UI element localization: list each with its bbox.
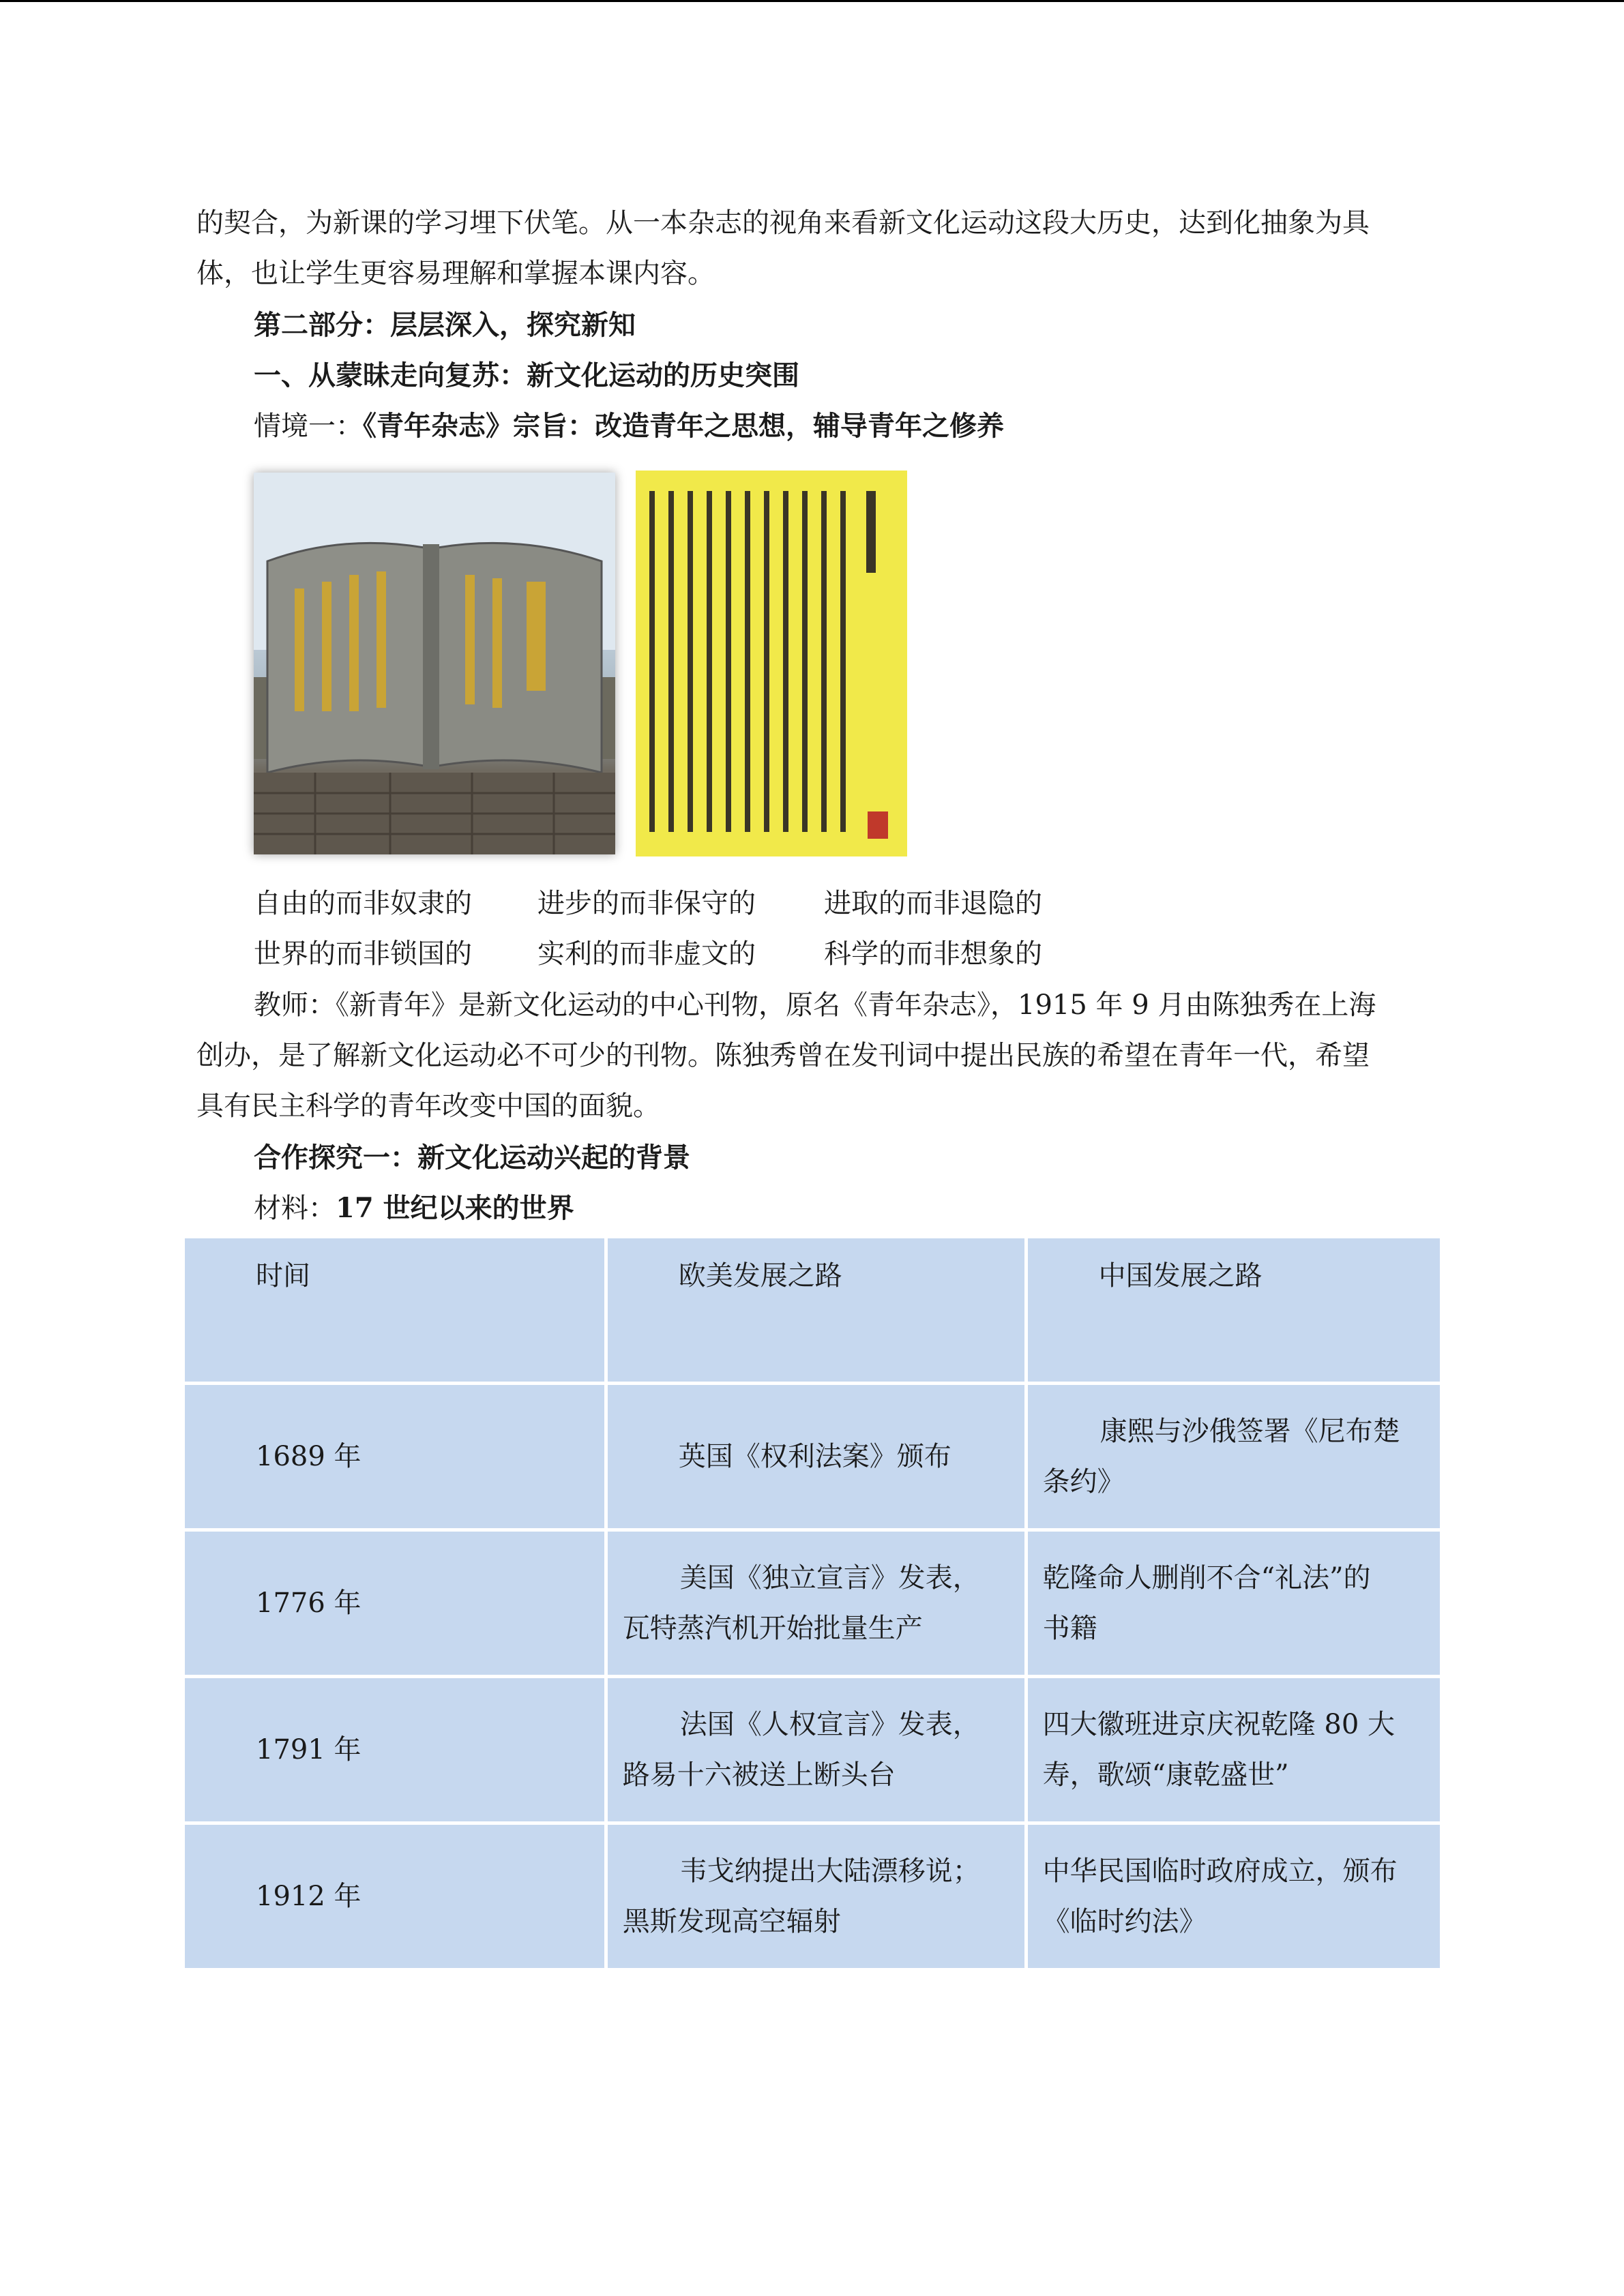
header-time: 时间 [185, 1238, 604, 1382]
header-west: 欧美发展之路 [608, 1238, 1024, 1382]
paragraph-line: 体，也让学生更容易理解和掌握本课内容。 [196, 258, 715, 289]
cell-time: 1689 年 [185, 1385, 604, 1528]
cell-china-line: 四大徽班进京庆祝乾隆 80 大 [1042, 1709, 1395, 1740]
coop-heading: 合作探究一：新文化运动兴起的背景 [254, 1142, 690, 1174]
table-row [185, 1825, 1440, 1968]
cell-west-line: 韦戈纳提出大陆漂移说； [679, 1855, 980, 1887]
part2-heading: 第二部分：层层深入，探究新知 [254, 309, 636, 341]
cell-china [1028, 1825, 1440, 1968]
cell-west [608, 1678, 1024, 1821]
table-row [185, 1532, 1440, 1675]
magazine-page-image [636, 471, 907, 856]
cell-china-line: 书籍 [1042, 1613, 1097, 1644]
section1-heading: 一、从蒙昧走向复苏：新文化运动的历史突围 [254, 359, 799, 391]
cell-china-line: 寿，歌颂“康乾盛世” [1042, 1759, 1289, 1791]
table-row [185, 1385, 1440, 1528]
cell-west [608, 1532, 1024, 1675]
cell-time: 1791 年 [185, 1678, 604, 1821]
cell-west-line: 法国《人权宣言》发表， [679, 1709, 980, 1740]
header-china: 中国发展之路 [1028, 1238, 1440, 1382]
comparison-table [181, 1235, 1443, 1971]
motto-item: 科学的而非想象的 [824, 938, 1042, 970]
scenario-line [254, 401, 1004, 451]
teacher-paragraph-line: 教师：《新青年》是新文化运动的中心刊物，原名《青年杂志》，1915 年 9 月由陈独秀在上海 [254, 989, 1376, 1021]
motto-item: 自由的而非奴隶的 [254, 888, 472, 919]
cell-china-line: 康熙与沙俄签署《尼布楚 [1099, 1416, 1400, 1447]
motto-item: 世界的而非锁国的 [254, 938, 472, 970]
motto-item: 进取的而非退隐的 [824, 888, 1042, 919]
material-line [254, 1183, 574, 1234]
cell-time: 1912 年 [185, 1825, 604, 1968]
cell-china [1028, 1532, 1440, 1675]
cell-west [608, 1385, 1024, 1528]
cell-china-line: 乾隆命人删削不合“礼法”的 [1042, 1562, 1371, 1594]
paragraph-line: 的契合，为新课的学习埋下伏笔。从一本杂志的视角来看新文化运动这段大历史，达到化抽象为具 [196, 207, 1370, 239]
scenario-title: 《青年杂志》宗旨：改造青年之思想，辅导青年之修养 [363, 410, 1004, 442]
cell-west-line: 瓦特蒸汽机开始批量生产 [622, 1613, 923, 1644]
material-prefix: 材料： [254, 1193, 336, 1224]
cell-west-line: 美国《独立宣言》发表， [679, 1562, 980, 1594]
teacher-paragraph-line: 具有民主科学的青年改变中国的面貌。 [196, 1090, 660, 1122]
cell-west [608, 1825, 1024, 1968]
cell-china-line: 《临时约法》 [1042, 1906, 1207, 1937]
cell-west-line: 黑斯发现高空辐射 [622, 1906, 841, 1937]
cell-time: 1776 年 [185, 1532, 604, 1675]
cell-china-line: 中华民国临时政府成立，颁布 [1042, 1855, 1398, 1887]
cell-china-line: 条约》 [1042, 1466, 1125, 1497]
table-row [185, 1678, 1440, 1821]
cell-china [1028, 1385, 1440, 1528]
cell-china [1028, 1678, 1440, 1821]
cell-west-line: 路易十六被送上断头台 [622, 1759, 896, 1791]
motto-item: 进步的而非保守的 [537, 888, 756, 919]
book-sculpture-image [254, 473, 615, 854]
cell-west-line: 英国《权利法案》颁布 [678, 1441, 951, 1472]
table-header-row [185, 1238, 1440, 1382]
scenario-prefix: 情境一： [254, 411, 363, 442]
motto-item: 实利的而非虚文的 [537, 938, 756, 970]
material-title: 17 世纪以来的世界 [336, 1192, 574, 1224]
teacher-paragraph-line: 创办，是了解新文化运动必不可少的刊物。陈独秀曾在发刊词中提出民族的希望在青年一代，希望 [196, 1040, 1370, 1071]
